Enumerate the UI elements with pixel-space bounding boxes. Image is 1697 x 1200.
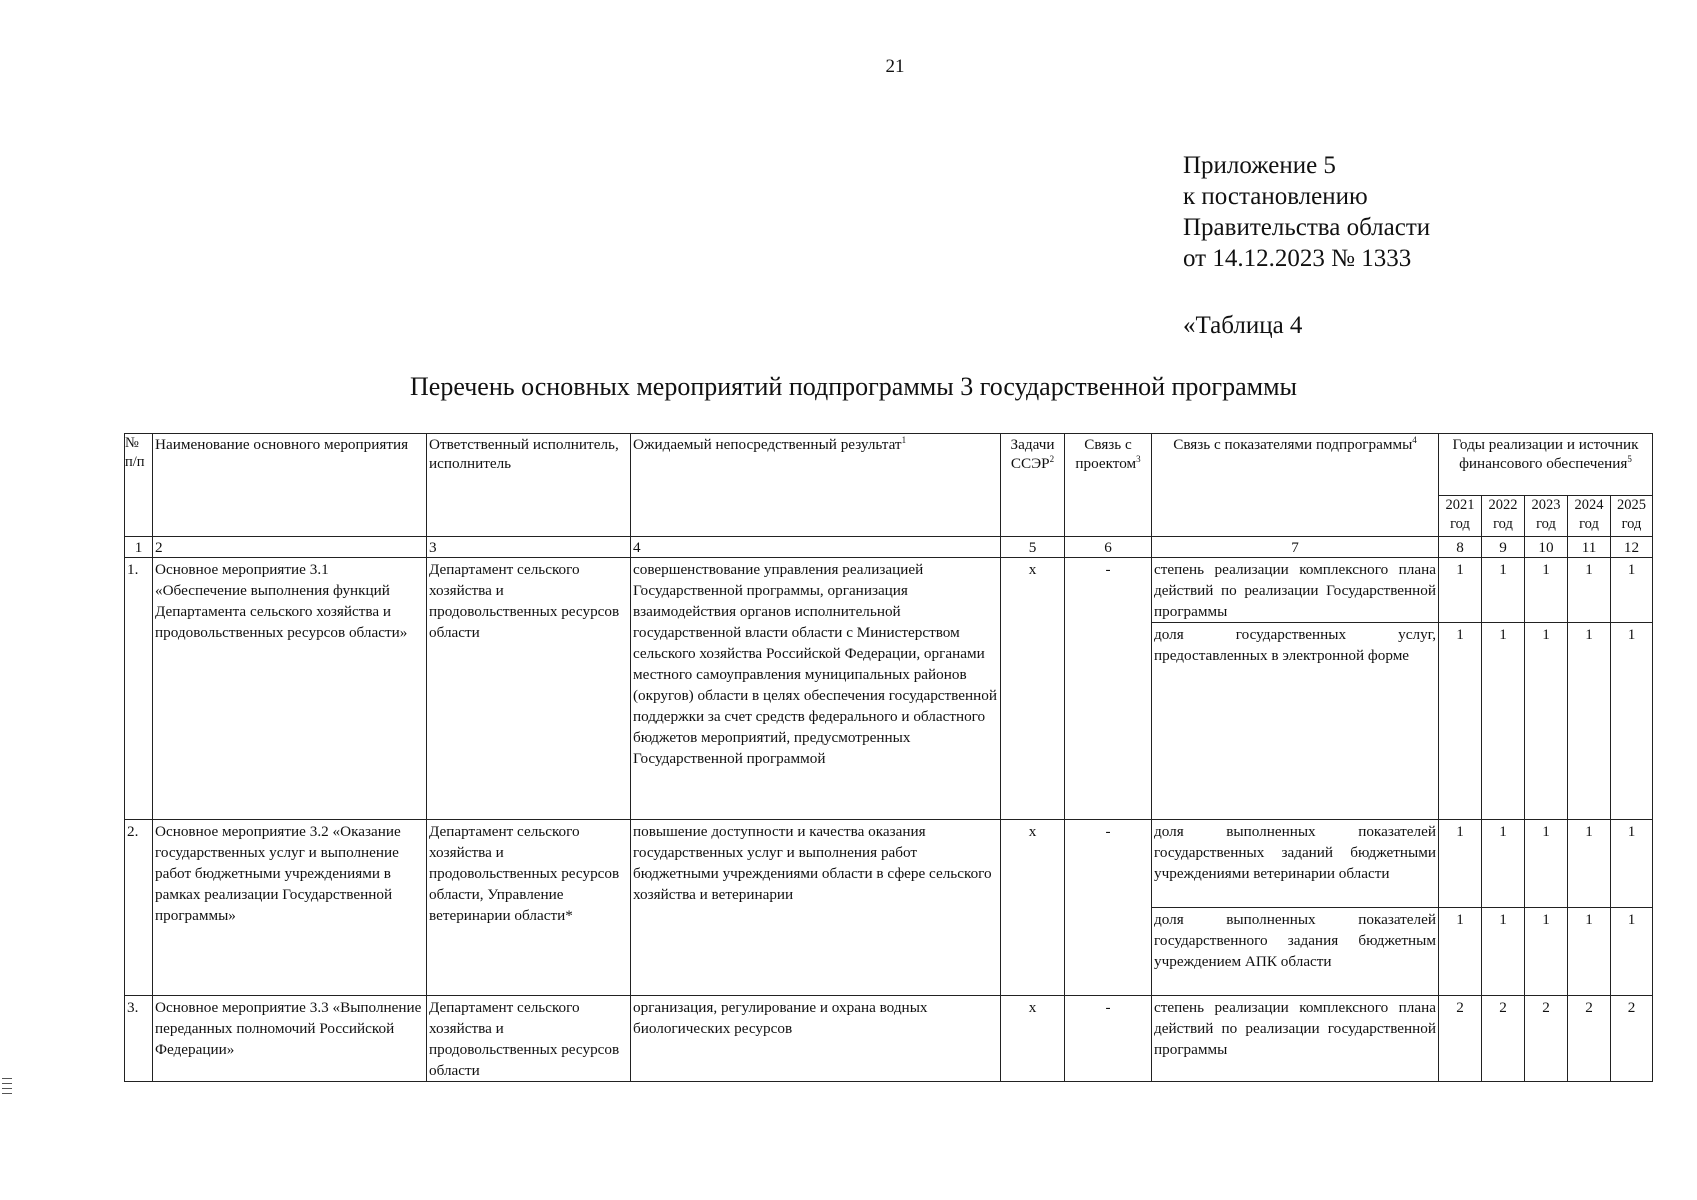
column-number: 6 bbox=[1065, 537, 1152, 558]
row-indicator: доля выполненных показателей государственного задания бюджетным учреждением АПК области bbox=[1152, 908, 1439, 996]
header-year: 2024 год bbox=[1568, 496, 1611, 537]
column-number: 4 bbox=[631, 537, 1001, 558]
appendix-line: Правительства области bbox=[1183, 214, 1431, 241]
column-number: 5 bbox=[1001, 537, 1065, 558]
header-responsible: Ответственный исполнитель, исполнитель bbox=[427, 434, 631, 537]
scan-edge-mark bbox=[2, 1083, 12, 1084]
row-year-value: 1 bbox=[1525, 623, 1568, 820]
row-name: Основное мероприятие 3.3 «Выполнение переданных полномочий Российской Федерации» bbox=[153, 996, 427, 1082]
table-label: «Таблица 4 bbox=[1183, 312, 1303, 339]
row-name: Основное мероприятие 3.2 «Оказание государственных услуг и выполнение работ бюджетными учреждениями в рамках реализации Государственной программы» bbox=[153, 820, 427, 996]
footnote-mark: 1 bbox=[901, 434, 907, 445]
row-year-value: 2 bbox=[1568, 996, 1611, 1082]
row-result: повышение доступности и качества оказания государственных услуг и выполнения работ бюджетными учреждениями области в сфере сельского хозяйства и ветеринарии bbox=[631, 820, 1001, 996]
row-year-value: 1 bbox=[1482, 623, 1525, 820]
row-num: 2. bbox=[125, 820, 153, 996]
row-year-value: 1 bbox=[1525, 820, 1568, 908]
row-year-value: 1 bbox=[1482, 820, 1525, 908]
row-year-value: 2 bbox=[1439, 996, 1482, 1082]
footnote-mark: 3 bbox=[1136, 453, 1141, 464]
row-year-value: 1 bbox=[1525, 908, 1568, 996]
row-num: 1. bbox=[125, 558, 153, 820]
row-name: Основное мероприятие 3.1 «Обеспечение выполнения функций Департамента сельского хозяйства и продовольственных ресурсов области» bbox=[153, 558, 427, 820]
row-year-value: 1 bbox=[1439, 820, 1482, 908]
row-year-value: 1 bbox=[1482, 908, 1525, 996]
header-indicators-text: Связь с показателями подпрограммы bbox=[1173, 436, 1413, 453]
row-year-value: 1 bbox=[1439, 558, 1482, 623]
row-year-value: 1 bbox=[1568, 623, 1611, 820]
row-tasks: х bbox=[1001, 558, 1065, 820]
scan-edge-mark bbox=[2, 1088, 12, 1089]
row-year-value: 2 bbox=[1611, 996, 1653, 1082]
header-result-text: Ожидаемый непосредственный результат bbox=[633, 436, 902, 453]
page-number: 21 bbox=[885, 56, 905, 77]
row-responsible: Департамент сельского хозяйства и продовольственных ресурсов области bbox=[427, 558, 631, 820]
row-year-value: 1 bbox=[1568, 908, 1611, 996]
appendix-line: от 14.12.2023 № 1333 bbox=[1183, 245, 1412, 272]
column-number-row bbox=[125, 537, 1653, 558]
row-num: 3. bbox=[125, 996, 153, 1082]
footnote-mark: 2 bbox=[1049, 453, 1055, 464]
header-year: 2022 год bbox=[1482, 496, 1525, 537]
header-year: 2021 год bbox=[1439, 496, 1482, 537]
table-row bbox=[125, 820, 1653, 908]
row-year-value: 1 bbox=[1611, 558, 1653, 623]
column-number: 1 bbox=[125, 537, 153, 558]
row-year-value: 1 bbox=[1482, 558, 1525, 623]
column-number: 9 bbox=[1482, 537, 1525, 558]
header-tasks bbox=[1001, 434, 1065, 537]
column-number: 11 bbox=[1568, 537, 1611, 558]
row-year-value: 1 bbox=[1568, 820, 1611, 908]
column-number: 2 bbox=[153, 537, 427, 558]
events-table bbox=[124, 433, 1653, 1082]
scan-edge-mark bbox=[2, 1078, 12, 1079]
header-project-text: Связь с проектом bbox=[1075, 436, 1137, 472]
appendix-block bbox=[1183, 150, 1430, 274]
header-years-group-text: Годы реализации и источник финансового обеспечения bbox=[1452, 436, 1639, 472]
column-number: 7 bbox=[1152, 537, 1439, 558]
row-project: - bbox=[1065, 820, 1152, 996]
column-number: 10 bbox=[1525, 537, 1568, 558]
row-year-value: 1 bbox=[1439, 623, 1482, 820]
header-indicators bbox=[1152, 434, 1439, 537]
header-year: 2025 год bbox=[1611, 496, 1653, 537]
row-result: организация, регулирование и охрана водных биологических ресурсов bbox=[631, 996, 1001, 1082]
row-indicator: степень реализации комплексного плана действий по реализации Государственной программы bbox=[1152, 558, 1439, 623]
row-tasks: х bbox=[1001, 996, 1065, 1082]
table-row bbox=[125, 996, 1653, 1082]
header-tasks-text: Задачи ССЭР bbox=[1010, 436, 1055, 472]
header-years-group bbox=[1439, 434, 1653, 496]
row-responsible: Департамент сельского хозяйства и продовольственных ресурсов области bbox=[427, 996, 631, 1082]
footnote-mark: 4 bbox=[1412, 434, 1417, 445]
row-year-value: 1 bbox=[1611, 820, 1653, 908]
row-indicator: доля государственных услуг, предоставленных в электронной форме bbox=[1152, 623, 1439, 820]
header-result bbox=[631, 434, 1001, 537]
row-project: - bbox=[1065, 996, 1152, 1082]
row-result: совершенствование управления реализацией Государственной программы, организация взаимодействия органов исполнительной государственной власти области с Министерством сельского хозяйства Российской Федерации, органами местного самоуправления муниципальных районов (округов) области в целях обеспечения государственной поддержки за счет средств федерального и областного бюджетов мероприятий, предусмотренных Государственной программой bbox=[631, 558, 1001, 820]
row-year-value: 1 bbox=[1611, 623, 1653, 820]
scan-edge-mark bbox=[2, 1093, 12, 1094]
column-number: 8 bbox=[1439, 537, 1482, 558]
row-indicator: доля выполненных показателей государственных заданий бюджетными учреждениями ветеринарии области bbox=[1152, 820, 1439, 908]
row-year-value: 1 bbox=[1611, 908, 1653, 996]
column-number: 12 bbox=[1611, 537, 1653, 558]
header-name: Наименование основного мероприятия bbox=[153, 434, 427, 537]
document-title: Перечень основных мероприятий подпрограммы 3 государственной программы bbox=[410, 372, 1298, 401]
row-year-value: 2 bbox=[1482, 996, 1525, 1082]
row-tasks: х bbox=[1001, 820, 1065, 996]
footnote-mark: 5 bbox=[1627, 453, 1632, 464]
row-responsible: Департамент сельского хозяйства и продовольственных ресурсов области, Управление ветеринарии области* bbox=[427, 820, 631, 996]
row-year-value: 1 bbox=[1568, 558, 1611, 623]
table-row bbox=[125, 558, 1653, 623]
row-year-value: 1 bbox=[1439, 908, 1482, 996]
header-row bbox=[125, 434, 1653, 496]
header-project bbox=[1065, 434, 1152, 537]
appendix-line: к постановлению bbox=[1183, 183, 1368, 210]
header-num: № п/п bbox=[125, 434, 153, 537]
header-year: 2023 год bbox=[1525, 496, 1568, 537]
row-year-value: 1 bbox=[1525, 558, 1568, 623]
row-project: - bbox=[1065, 558, 1152, 820]
appendix-line: Приложение 5 bbox=[1183, 152, 1336, 179]
column-number: 3 bbox=[427, 537, 631, 558]
row-indicator: степень реализации комплексного плана действий по реализации государственной программы bbox=[1152, 996, 1439, 1082]
row-year-value: 2 bbox=[1525, 996, 1568, 1082]
